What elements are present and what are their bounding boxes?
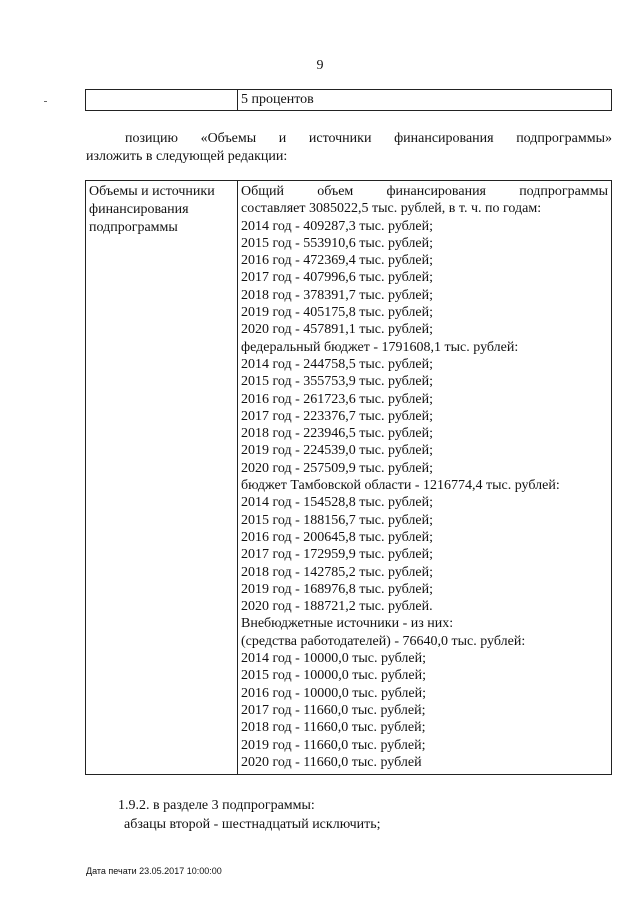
intro-word: и <box>278 131 287 146</box>
funding-line: составляет 3085022,5 тыс. рублей, в т. ч. по годам: <box>241 201 542 217</box>
funding-line: 2015 год - 10000,0 тыс. рублей; <box>241 668 427 684</box>
funding-word: финансирования <box>386 184 486 199</box>
funding-line: 2017 год - 223376,7 тыс. рублей; <box>241 408 434 424</box>
funding-line: (средства работодателей) - 76640,0 тыс. рублей: <box>241 633 526 649</box>
funding-line: 2020 год - 11660,0 тыс. рублей <box>241 754 422 770</box>
page-number: 9 <box>316 58 324 73</box>
funding-line: 2017 год - 11660,0 тыс. рублей; <box>241 702 426 718</box>
section-instruction: абзацы второй - шестнадцатый исключить; <box>124 817 381 832</box>
funding-line: 2014 год - 154528,8 тыс. рублей; <box>241 495 434 511</box>
top-table-left-cell <box>86 90 238 111</box>
funding-word: подпрограммы <box>519 184 608 199</box>
funding-line: 2015 год - 553910,6 тыс. рублей; <box>241 235 434 251</box>
funding-line: 2019 год - 405175,8 тыс. рублей; <box>241 305 434 321</box>
funding-line: 2018 год - 11660,0 тыс. рублей; <box>241 720 426 736</box>
funding-line: 2014 год - 244758,5 тыс. рублей; <box>241 356 434 372</box>
funding-line: 2018 год - 142785,2 тыс. рублей; <box>241 564 434 580</box>
funding-line: 2017 год - 172959,9 тыс. рублей; <box>241 547 434 563</box>
print-date: Дата печати 23.05.2017 10:00:00 <box>86 866 222 876</box>
funding-line: 2019 год - 168976,8 тыс. рублей; <box>241 581 434 597</box>
funding-line: 2016 год - 472369,4 тыс. рублей; <box>241 253 434 269</box>
funding-line: 2019 год - 11660,0 тыс. рублей; <box>241 737 426 753</box>
section-heading: 1.9.2. в разделе 3 подпрограммы: <box>118 798 315 813</box>
funding-line: бюджет Тамбовской области - 1216774,4 тыс. рублей: <box>241 478 560 494</box>
funding-line: 2016 год - 10000,0 тыс. рублей; <box>241 685 427 701</box>
funding-line: 2015 год - 188156,7 тыс. рублей; <box>241 512 434 528</box>
funding-line: 2015 год - 355753,9 тыс. рублей; <box>241 374 434 390</box>
funding-line-first <box>241 183 608 200</box>
top-table <box>85 89 612 111</box>
margin-mark <box>44 101 47 102</box>
funding-line: 2018 год - 223946,5 тыс. рублей; <box>241 426 434 442</box>
intro-word: источники <box>308 131 372 146</box>
funding-line: 2019 год - 224539,0 тыс. рублей; <box>241 443 434 459</box>
funding-line: 2016 год - 200645,8 тыс. рублей; <box>241 529 434 545</box>
funding-lines <box>241 200 608 771</box>
intro-word: позицию <box>125 131 178 146</box>
intro-word: «Объемы <box>200 131 257 146</box>
funding-line: Внебюджетные источники - из них: <box>241 616 454 632</box>
funding-content-cell <box>238 181 612 775</box>
funding-table <box>85 180 612 775</box>
funding-line: 2020 год - 188721,2 тыс. рублей. <box>241 599 433 615</box>
intro-word: подпрограммы» <box>516 131 612 146</box>
funding-line: 2014 год - 10000,0 тыс. рублей; <box>241 651 427 667</box>
funding-line: 2014 год - 409287,3 тыс. рублей; <box>241 218 434 234</box>
funding-label-cell <box>86 181 238 775</box>
funding-line: федеральный бюджет - 1791608,1 тыс. рублей: <box>241 339 519 355</box>
funding-line: 2020 год - 257509,9 тыс. рублей; <box>241 460 434 476</box>
funding-line: 2020 год - 457891,1 тыс. рублей; <box>241 322 434 338</box>
funding-label: Объемы и источники финансирования подпрограммы <box>89 184 215 235</box>
funding-line: 2018 год - 378391,7 тыс. рублей; <box>241 287 434 303</box>
funding-word: объем <box>317 184 354 199</box>
intro-line-2: изложить в следующей редакции: <box>86 149 288 164</box>
top-table-right-cell: 5 процентов <box>238 90 612 111</box>
funding-word: Общий <box>241 184 284 199</box>
funding-line: 2016 год - 261723,6 тыс. рублей; <box>241 391 434 407</box>
intro-word: финансирования <box>394 131 494 146</box>
funding-line: 2017 год - 407996,6 тыс. рублей; <box>241 270 434 286</box>
intro-paragraph <box>86 130 612 166</box>
intro-line-1 <box>86 130 612 148</box>
